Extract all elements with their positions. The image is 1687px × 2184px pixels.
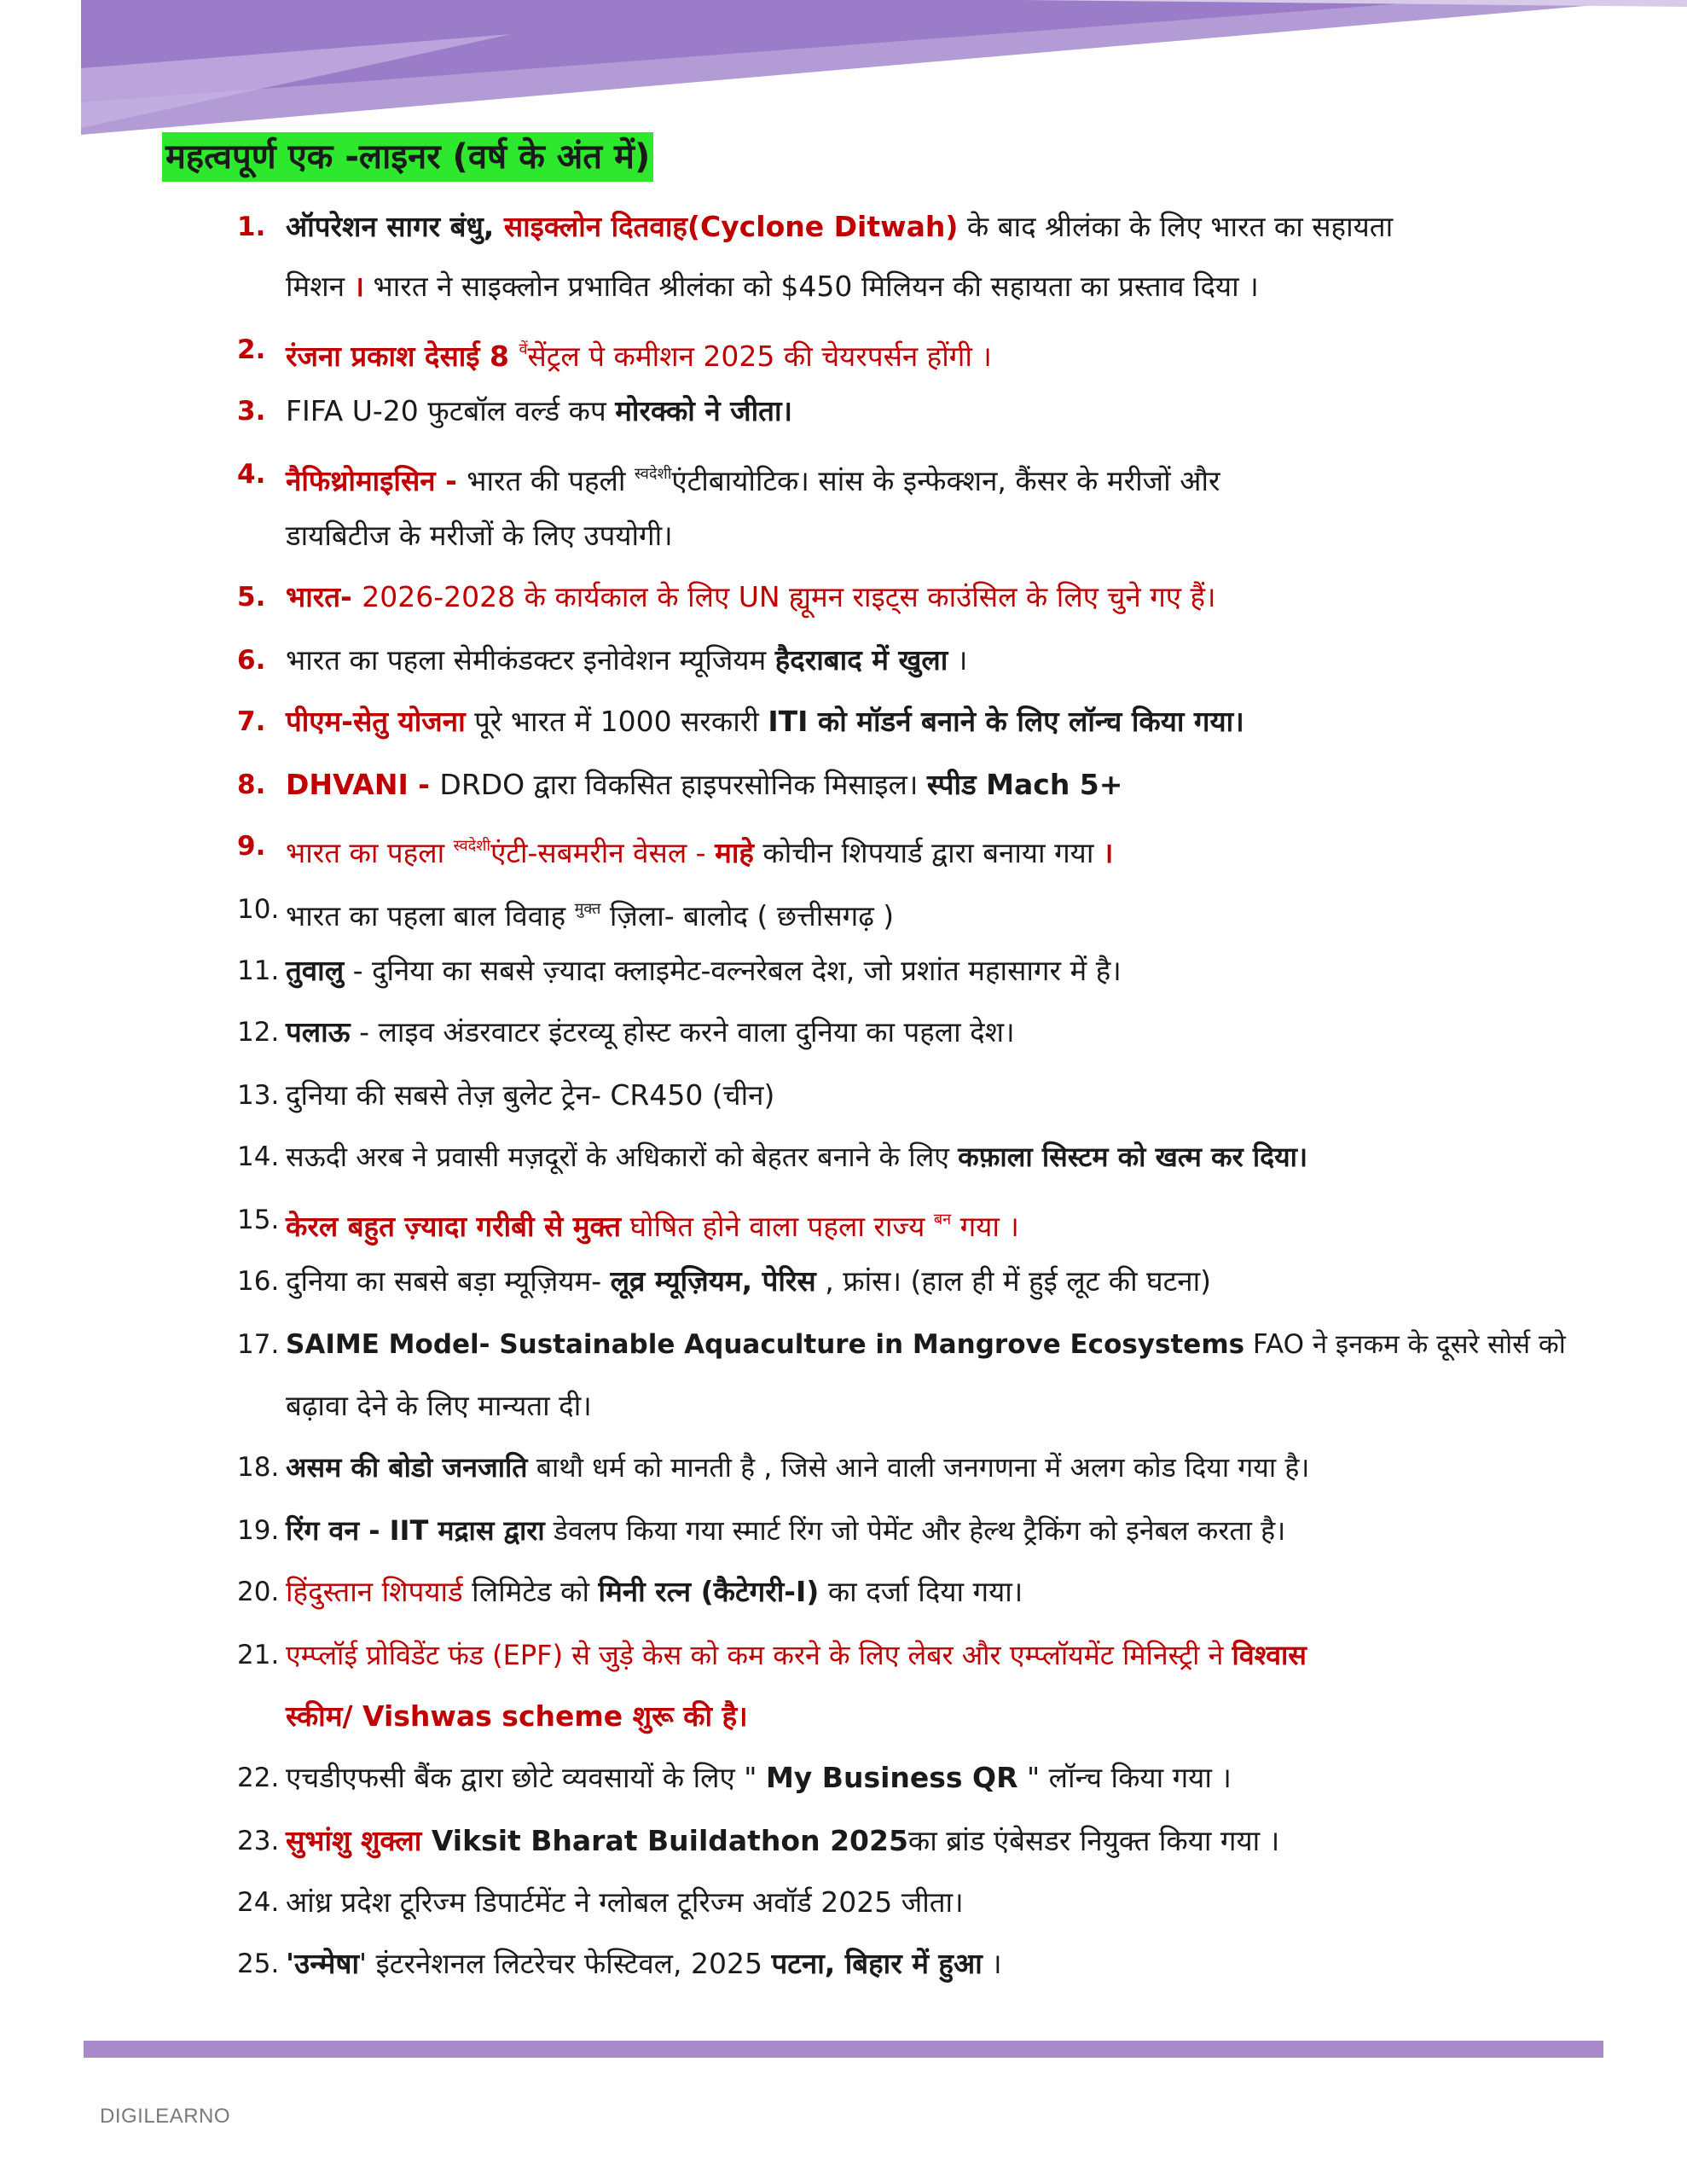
item-text: मिनी रत्न (कैटेगरी-I) <box>598 1575 820 1608</box>
item-text: FAO ने इनकम के दूसरे सोर्स को <box>1244 1329 1566 1360</box>
item-text: लूव्र म्यूज़ियम, पेरिस <box>610 1264 816 1298</box>
item-superscript: स्वदेशी <box>634 465 672 483</box>
item-text: - लाइव अंडरवाटर इंटरव्यू होस्ट करने वाला दुनिया का पहला देश। <box>350 1015 1015 1048</box>
item-number: 1. <box>237 212 266 242</box>
item-text: SAIME Model- Sustainable Aquaculture in Mangrove Ecosystems <box>286 1329 1245 1360</box>
list-item <box>286 884 1565 942</box>
list-item <box>286 696 1565 747</box>
item-text: ज़िला- बालोद ( छत्तीसगढ़ ) <box>600 899 895 932</box>
item-number: 7. <box>237 706 266 737</box>
list-item <box>286 201 1565 253</box>
footer-brand: DIGILEARNO <box>100 2105 231 2128</box>
item-number: 19. <box>237 1515 280 1546</box>
item-number: 4. <box>237 459 266 490</box>
item-text: DRDO द्वारा विकसित हाइपरसोनिक मिसाइल। <box>439 768 927 801</box>
item-text: स्पीड Mach 5+ <box>926 768 1123 801</box>
item-text: मिशन <box>286 270 354 303</box>
list-item <box>286 1566 1565 1618</box>
item-number: 5. <box>237 582 266 613</box>
item-number: 11. <box>237 956 280 986</box>
item-text: एचडीएफसी बैंक द्वारा छोटे व्यवसायों के लिए " <box>286 1761 766 1794</box>
item-text: के बाद श्रीलंका के लिए भारत का सहायता <box>958 210 1394 243</box>
list-item <box>286 821 1565 879</box>
item-number: 9. <box>237 831 266 862</box>
item-number: 10. <box>237 894 280 925</box>
item-text: । <box>353 270 365 303</box>
item-text: सेंट्रल पे कमीशन 2025 की चेयरपर्सन होंगी । <box>527 340 992 373</box>
item-text: DHVANI - <box>286 768 440 801</box>
item-text: पीएम-सेतु योजना <box>286 705 466 738</box>
item-text: भारत की पहली <box>467 464 635 497</box>
list-item <box>286 572 1565 623</box>
item-text: ऑपरेशन सागर बंधु, <box>286 210 504 243</box>
item-text: केरल बहुत ज़्यादा गरीबी से मुक्त <box>286 1210 622 1243</box>
item-text: Viksit Bharat Buildathon 2025 <box>421 1824 908 1857</box>
item-text: FIFA U-20 फुटबॉल वर्ल्ड कप <box>286 394 616 427</box>
item-text: असम की बोडो जनजाति <box>286 1451 528 1484</box>
item-text: पलाऊ <box>286 1015 351 1048</box>
item-text: गया । <box>951 1210 1019 1243</box>
list-item-continuation <box>286 261 1565 312</box>
list-item <box>286 945 1565 996</box>
item-text: दुनिया का सबसे बड़ा म्यूज़ियम- <box>286 1264 611 1298</box>
item-number: 17. <box>237 1329 280 1360</box>
item-text: । <box>948 643 968 677</box>
footer-divider <box>84 2041 1603 2058</box>
list-item <box>286 386 1565 437</box>
item-text: 2026-2028 के कार्यकाल के लिए UN ह्यूमन राइट्स काउंसिल के लिए चुने गए हैं। <box>362 580 1216 613</box>
item-text: नैफिथ्रोमाइसिन - <box>286 464 467 497</box>
list-item <box>286 1070 1565 1121</box>
item-text: ITI को मॉडर्न बनाने के लिए लॉन्च किया गया। <box>768 705 1244 738</box>
item-text: रिंग वन - IIT मद्रास द्वारा <box>286 1514 545 1547</box>
item-text: , फ्रांस। (हाल ही में हुई लूट की घटना) <box>815 1264 1212 1298</box>
item-text: का दर्जा दिया गया। <box>819 1575 1023 1608</box>
item-text: भारत का पहला <box>286 836 454 869</box>
list-item <box>286 449 1565 507</box>
item-text: डेवलप किया गया स्मार्ट रिंग जो पेमेंट और हेल्थ ट्रैकिंग को इनेबल करता है। <box>544 1514 1286 1547</box>
item-number: 14. <box>237 1141 280 1172</box>
item-text: हिंदुस्तान शिपयार्ड <box>286 1575 463 1608</box>
item-number: 16. <box>237 1266 280 1297</box>
item-text: एंटी-सबमरीन वेसल - <box>490 836 716 869</box>
item-superscript: बन <box>933 1211 952 1228</box>
item-number: 23. <box>237 1826 280 1856</box>
item-text: भारत का पहला सेमीकंडक्टर इनोवेशन म्यूजियम <box>286 643 775 677</box>
item-superscript: मुक्त <box>574 900 601 918</box>
page-title: महत्वपूर्ण एक -लाइनर (वर्ष के अंत में) <box>162 132 653 182</box>
item-number: 15. <box>237 1205 280 1235</box>
item-text: हैदराबाद में खुला <box>774 643 948 677</box>
list-item <box>286 635 1565 686</box>
item-text: कफ़ाला सिस्टम को खत्म कर दिया। <box>958 1141 1308 1173</box>
item-text: My Business QR <box>765 1761 1018 1794</box>
item-text: सुभांशु शुक्ला <box>286 1824 422 1857</box>
item-number: 12. <box>237 1017 280 1048</box>
item-text: दुनिया की सबसे तेज़ बुलेट ट्रेन- CR450 (चीन) <box>286 1078 775 1112</box>
item-text: । <box>1102 836 1114 869</box>
item-text: ' <box>286 1947 295 1980</box>
list-item <box>286 324 1565 382</box>
list-item <box>286 1938 1565 1989</box>
item-text: बाथौ धर्म को मानती है , जिसे आने वाली जनगणना में अलग कोड दिया गया है। <box>527 1451 1310 1484</box>
item-number: 3. <box>237 396 266 427</box>
item-number: 6. <box>237 645 266 676</box>
item-text: " लॉन्च किया गया । <box>1017 1761 1232 1794</box>
item-number: 24. <box>237 1887 280 1918</box>
item-number: 21. <box>237 1640 280 1670</box>
list-item <box>286 1319 1565 1370</box>
item-text: - दुनिया का सबसे ज़्यादा क्लाइमेट-वल्नरेबल देश, जो प्रशांत महासागर में है। <box>344 954 1122 987</box>
item-text: भारत ने साइक्लोन प्रभावित श्रीलंका को $450 मिलियन की सहायता का प्रस्ताव दिया । <box>364 270 1259 303</box>
item-text: तुवालु <box>286 954 345 987</box>
item-text: रंजना प्रकाश देसाई 8 <box>286 340 519 373</box>
item-number: 8. <box>237 770 266 800</box>
item-superscript: स्वदेशी <box>453 837 491 855</box>
list-item <box>286 1815 1565 1867</box>
item-number: 20. <box>237 1577 280 1607</box>
list-item-continuation: बढ़ावा देने के लिए मान्यता दी। <box>286 1389 592 1422</box>
item-number: 13. <box>237 1080 280 1111</box>
list-item <box>286 1007 1565 1058</box>
item-text: लिमिटेड को <box>462 1575 599 1608</box>
list-item-continuation: स्कीम/ Vishwas scheme शुरू की है। <box>286 1699 748 1733</box>
list-item <box>286 759 1565 810</box>
item-text: ' इंटरनेशनल लिटरेचर फेस्टिवल, 2025 <box>359 1947 772 1980</box>
item-text: साइक्लोन दितवाह(Cyclone Ditwah) <box>503 210 959 243</box>
list-item <box>286 1752 1565 1804</box>
item-number: 22. <box>237 1763 280 1793</box>
item-text: एम्प्लॉई प्रोविडेंट फंड (EPF) से जुड़े केस को कम करने के लिए लेबर और एम्प्लॉयमेंट मिनिस्ट्री ने <box>286 1639 1232 1671</box>
item-superscript: वें <box>519 340 528 358</box>
list-item <box>286 1442 1565 1493</box>
item-text: मोरक्को ने जीता। <box>615 394 793 427</box>
item-text: भारत का पहला बाल विवाह <box>286 899 575 932</box>
list-item <box>286 1629 1565 1681</box>
item-text: विश्वास <box>1232 1639 1307 1671</box>
item-text: पटना, बिहार में हुआ <box>771 1947 983 1980</box>
item-text: आंध्र प्रदेश टूरिज्म डिपार्टमेंट ने ग्लोबल टूरिज्म अवॉर्ड 2025 जीता। <box>286 1885 964 1919</box>
item-number: 25. <box>237 1949 280 1979</box>
item-text: उन्मेषा <box>294 1947 360 1980</box>
item-text: घोषित होने वाला पहला राज्य <box>621 1210 934 1243</box>
item-text: एंटीबायोटिक। सांस के इन्फेक्शन, कैंसर के मरीजों और <box>671 464 1220 497</box>
list-item <box>286 1256 1565 1307</box>
item-text: सऊदी अरब ने प्रवासी मज़दूरों के अधिकारों को बेहतर बनाने के लिए <box>286 1141 959 1173</box>
list-item <box>286 1877 1565 1928</box>
list-item <box>286 1131 1565 1182</box>
item-text: माहे <box>715 836 754 869</box>
item-text: का ब्रांड एंबेसडर नियुक्त किया गया । <box>907 1824 1280 1857</box>
item-text: । <box>982 1947 1002 1980</box>
list-item <box>286 1505 1565 1556</box>
item-text: भारत- <box>286 580 362 613</box>
list-item <box>286 1194 1565 1252</box>
item-number: 18. <box>237 1452 280 1483</box>
item-text: कोचीन शिपयार्ड द्वारा बनाया गया <box>753 836 1103 869</box>
list-item-continuation: डायबिटीज के मरीजों के लिए उपयोगी। <box>286 519 673 552</box>
item-number: 2. <box>237 334 266 365</box>
item-text: पूरे भारत में 1000 सरकारी <box>465 705 768 738</box>
